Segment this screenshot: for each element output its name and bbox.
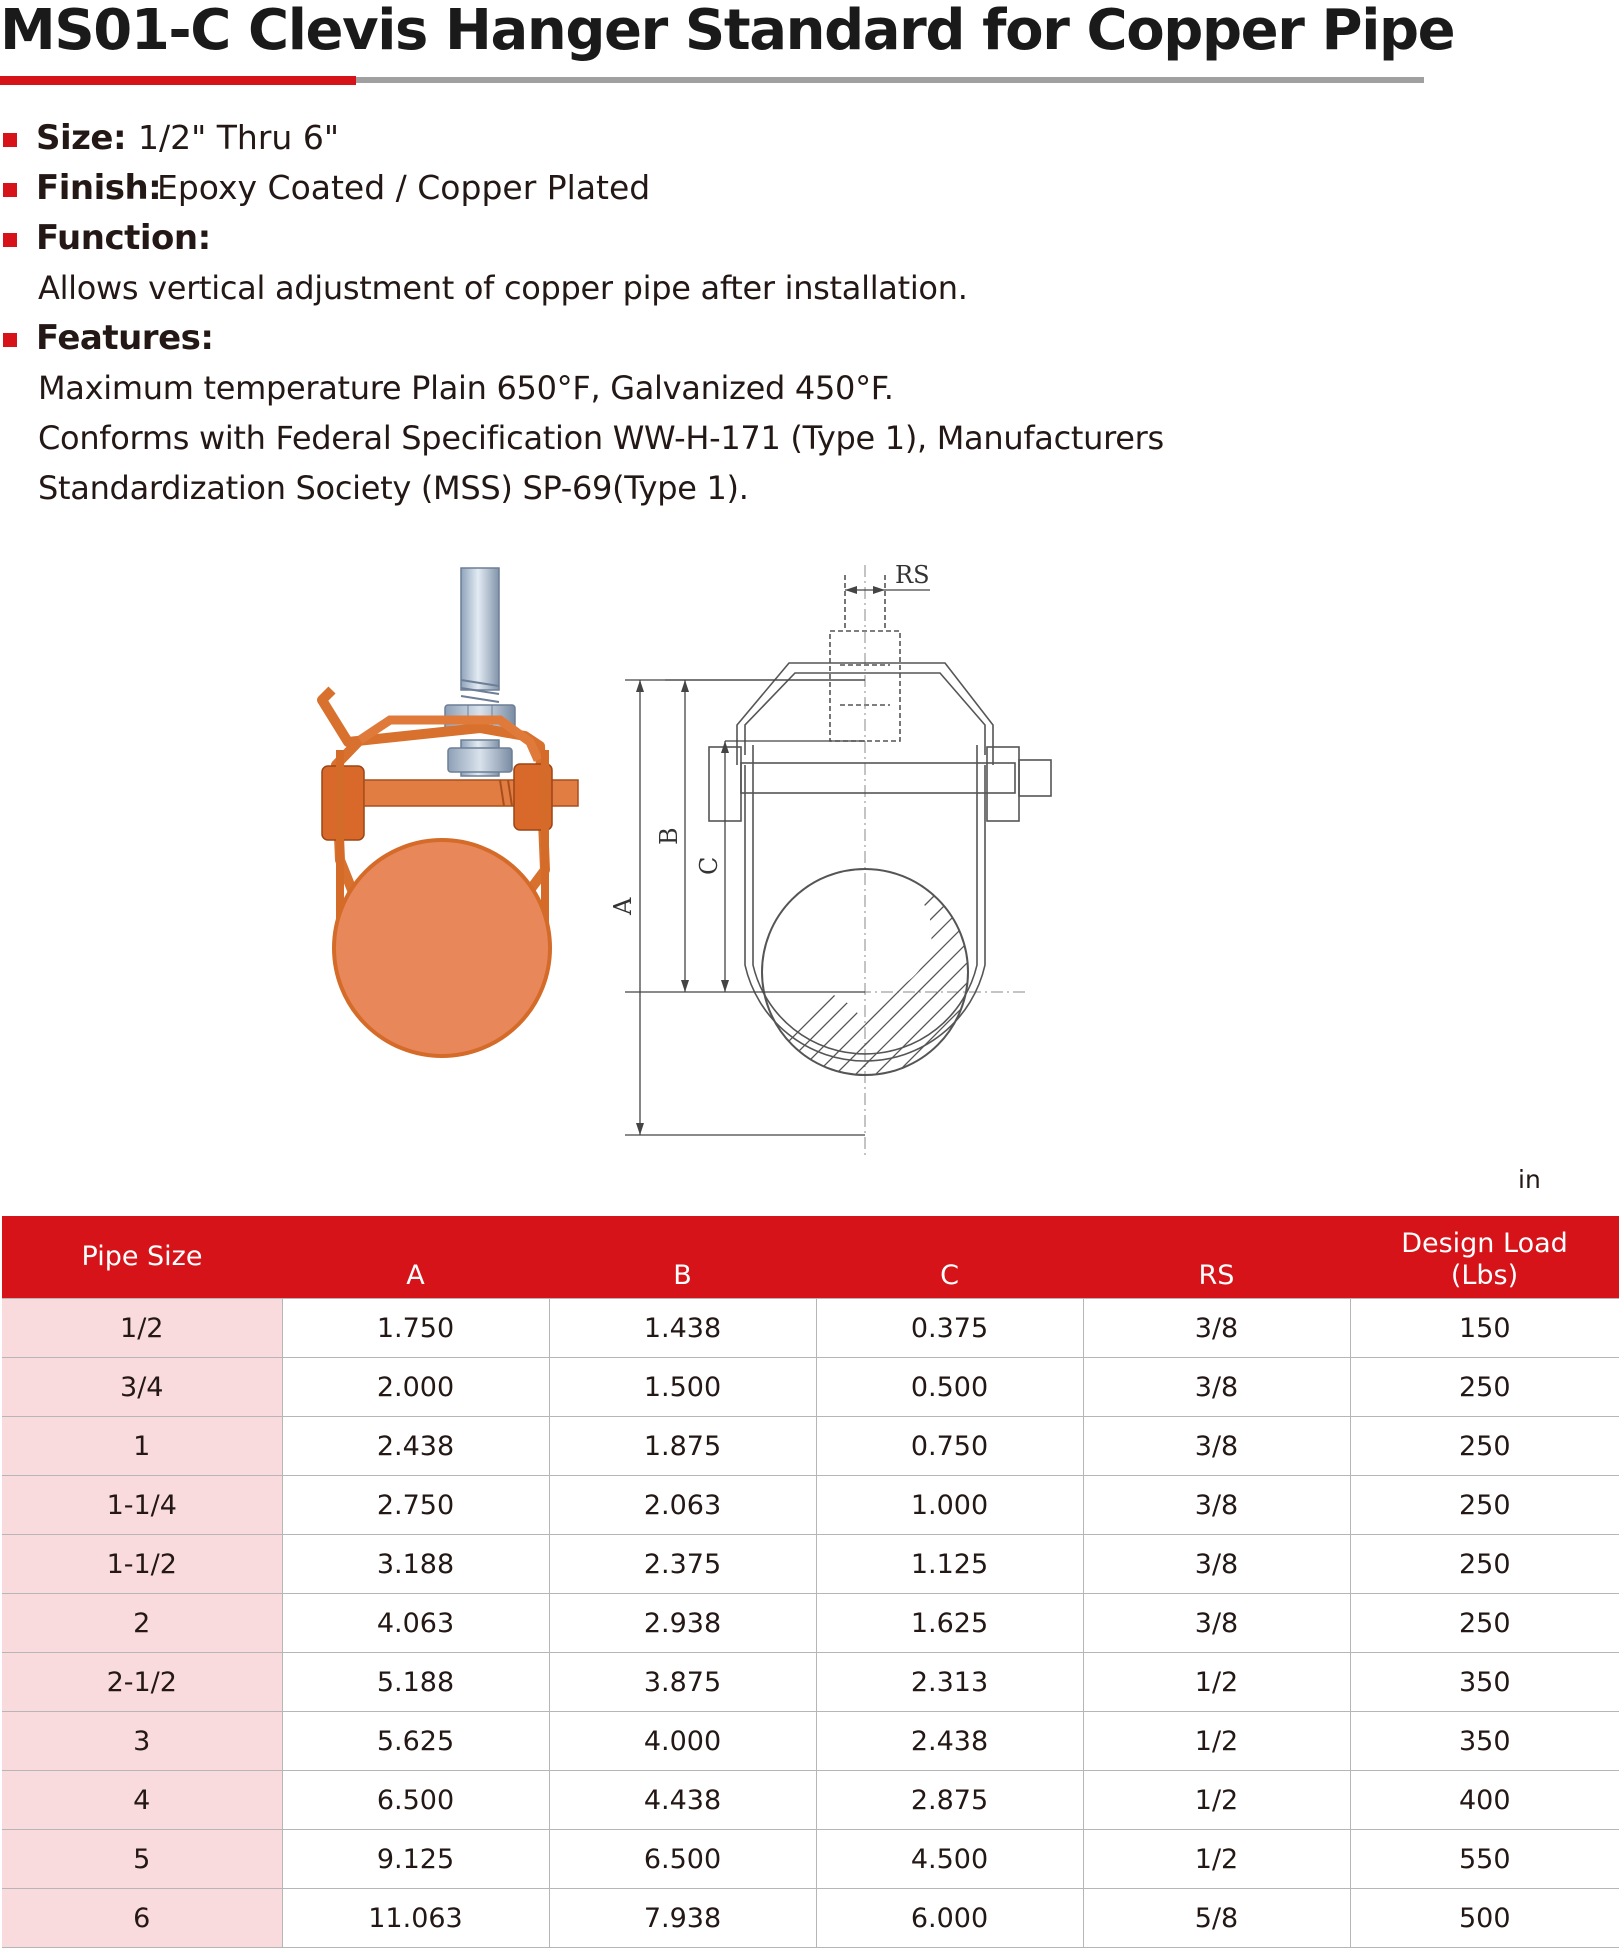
cell-a: 1.750 bbox=[282, 1299, 549, 1358]
bullet-square-icon bbox=[3, 333, 17, 347]
clevis-hanger-illustration bbox=[300, 560, 690, 1120]
bullet-square-icon bbox=[3, 233, 17, 247]
cell-b: 1.875 bbox=[549, 1417, 816, 1476]
cell-a: 2.000 bbox=[282, 1358, 549, 1417]
header-design-load-line1: Design Load bbox=[1401, 1228, 1568, 1259]
cell-design-load: 250 bbox=[1350, 1594, 1619, 1653]
table-row bbox=[2, 1299, 1619, 1358]
function-text: Allows vertical adjustment of copper pipe after installation. bbox=[38, 269, 968, 307]
cell-design-load: 550 bbox=[1350, 1830, 1619, 1889]
cell-a: 5.188 bbox=[282, 1653, 549, 1712]
cell-design-load: 250 bbox=[1350, 1358, 1619, 1417]
cell-c: 0.500 bbox=[816, 1358, 1083, 1417]
cell-b: 4.000 bbox=[549, 1712, 816, 1771]
cell-b: 4.438 bbox=[549, 1771, 816, 1830]
cell-c: 1.625 bbox=[816, 1594, 1083, 1653]
page-title: MS01-C Clevis Hanger Standard for Copper Pipe bbox=[0, 0, 1455, 63]
cell-design-load: 400 bbox=[1350, 1771, 1619, 1830]
spec-function bbox=[0, 213, 1300, 263]
cell-rs: 3/8 bbox=[1083, 1535, 1350, 1594]
cell-rs: 5/8 bbox=[1083, 1889, 1350, 1948]
header-b: B bbox=[549, 1216, 816, 1299]
features-text: Standardization Society (MSS) SP-69(Type 1). bbox=[38, 469, 749, 507]
cell-a: 2.750 bbox=[282, 1476, 549, 1535]
cell-c: 1.000 bbox=[816, 1476, 1083, 1535]
cell-design-load: 350 bbox=[1350, 1712, 1619, 1771]
cell-rs: 1/2 bbox=[1083, 1830, 1350, 1889]
header-design-load-line2: (Lbs) bbox=[1450, 1260, 1519, 1291]
cell-b: 7.938 bbox=[549, 1889, 816, 1948]
title-accent-bar bbox=[0, 76, 356, 85]
cell-a: 11.063 bbox=[282, 1889, 549, 1948]
cell-rs: 3/8 bbox=[1083, 1594, 1350, 1653]
cell-pipe-size: 4 bbox=[2, 1771, 282, 1830]
dimension-drawing bbox=[609, 555, 1315, 1155]
cell-c: 2.438 bbox=[816, 1712, 1083, 1771]
header-design-load bbox=[1350, 1216, 1619, 1299]
cell-c: 0.750 bbox=[816, 1417, 1083, 1476]
function-label: Function: bbox=[36, 218, 211, 258]
cell-pipe-size: 1/2 bbox=[2, 1299, 282, 1358]
cell-b: 2.938 bbox=[549, 1594, 816, 1653]
cell-b: 6.500 bbox=[549, 1830, 816, 1889]
label-b: B bbox=[655, 827, 683, 845]
features-line bbox=[0, 363, 1300, 413]
size-value: 1/2" Thru 6" bbox=[138, 118, 339, 157]
cell-a: 4.063 bbox=[282, 1594, 549, 1653]
cell-a: 6.500 bbox=[282, 1771, 549, 1830]
table-row bbox=[2, 1476, 1619, 1535]
cell-c: 2.313 bbox=[816, 1653, 1083, 1712]
cell-pipe-size: 1-1/2 bbox=[2, 1535, 282, 1594]
header-c: C bbox=[816, 1216, 1083, 1299]
table-row bbox=[2, 1535, 1619, 1594]
label-rs: RS bbox=[895, 561, 930, 589]
features-text: Conforms with Federal Specification WW-H-171 (Type 1), Manufacturers bbox=[38, 419, 1164, 457]
dimension-table bbox=[2, 1216, 1619, 1948]
cell-pipe-size: 3/4 bbox=[2, 1358, 282, 1417]
cell-design-load: 250 bbox=[1350, 1476, 1619, 1535]
cell-a: 2.438 bbox=[282, 1417, 549, 1476]
spec-size bbox=[0, 113, 1300, 163]
label-c: C bbox=[695, 856, 723, 875]
bullet-square-icon bbox=[3, 183, 17, 197]
cell-design-load: 250 bbox=[1350, 1417, 1619, 1476]
finish-value: Epoxy Coated / Copper Plated bbox=[157, 168, 651, 207]
cell-rs: 1/2 bbox=[1083, 1712, 1350, 1771]
cell-c: 2.875 bbox=[816, 1771, 1083, 1830]
cell-rs: 1/2 bbox=[1083, 1771, 1350, 1830]
bullet-square-icon bbox=[3, 133, 17, 147]
cell-rs: 3/8 bbox=[1083, 1417, 1350, 1476]
unit-label: in bbox=[1518, 1165, 1541, 1194]
spec-finish bbox=[0, 163, 1300, 213]
cell-a: 3.188 bbox=[282, 1535, 549, 1594]
cell-design-load: 500 bbox=[1350, 1889, 1619, 1948]
cell-rs: 1/2 bbox=[1083, 1653, 1350, 1712]
table-row bbox=[2, 1712, 1619, 1771]
cell-pipe-size: 5 bbox=[2, 1830, 282, 1889]
cell-pipe-size: 6 bbox=[2, 1889, 282, 1948]
label-a: A bbox=[609, 897, 637, 915]
table-header-row bbox=[2, 1216, 1619, 1299]
cell-b: 2.063 bbox=[549, 1476, 816, 1535]
cell-b: 2.375 bbox=[549, 1535, 816, 1594]
table-row bbox=[2, 1417, 1619, 1476]
cell-b: 1.500 bbox=[549, 1358, 816, 1417]
table-row bbox=[2, 1771, 1619, 1830]
cell-pipe-size: 1 bbox=[2, 1417, 282, 1476]
cell-rs: 3/8 bbox=[1083, 1299, 1350, 1358]
features-line bbox=[0, 413, 1300, 463]
cell-design-load: 250 bbox=[1350, 1535, 1619, 1594]
table-row bbox=[2, 1889, 1619, 1948]
cell-a: 9.125 bbox=[282, 1830, 549, 1889]
spec-list bbox=[0, 113, 1300, 513]
spec-features bbox=[0, 313, 1300, 363]
header-pipe-size: Pipe Size bbox=[2, 1216, 282, 1299]
cell-pipe-size: 2-1/2 bbox=[2, 1653, 282, 1712]
cell-design-load: 150 bbox=[1350, 1299, 1619, 1358]
cell-b: 3.875 bbox=[549, 1653, 816, 1712]
finish-label: Finish: bbox=[36, 168, 162, 208]
cell-c: 1.125 bbox=[816, 1535, 1083, 1594]
function-text-line bbox=[0, 263, 1300, 313]
cell-pipe-size: 3 bbox=[2, 1712, 282, 1771]
cell-c: 0.375 bbox=[816, 1299, 1083, 1358]
cell-rs: 3/8 bbox=[1083, 1358, 1350, 1417]
size-label: Size: bbox=[36, 118, 127, 158]
cell-a: 5.625 bbox=[282, 1712, 549, 1771]
cell-design-load: 350 bbox=[1350, 1653, 1619, 1712]
table-row bbox=[2, 1594, 1619, 1653]
cell-rs: 3/8 bbox=[1083, 1476, 1350, 1535]
cell-b: 1.438 bbox=[549, 1299, 816, 1358]
header-a: A bbox=[282, 1216, 549, 1299]
cell-pipe-size: 1-1/4 bbox=[2, 1476, 282, 1535]
cell-c: 4.500 bbox=[816, 1830, 1083, 1889]
cell-pipe-size: 2 bbox=[2, 1594, 282, 1653]
cell-c: 6.000 bbox=[816, 1889, 1083, 1948]
table-row bbox=[2, 1653, 1619, 1712]
features-text: Maximum temperature Plain 650°F, Galvanized 450°F. bbox=[38, 369, 894, 407]
features-label: Features: bbox=[36, 318, 214, 358]
table-body bbox=[2, 1299, 1619, 1948]
table-row bbox=[2, 1830, 1619, 1889]
header-rs: RS bbox=[1083, 1216, 1350, 1299]
features-line bbox=[0, 463, 1300, 513]
table-row bbox=[2, 1358, 1619, 1417]
